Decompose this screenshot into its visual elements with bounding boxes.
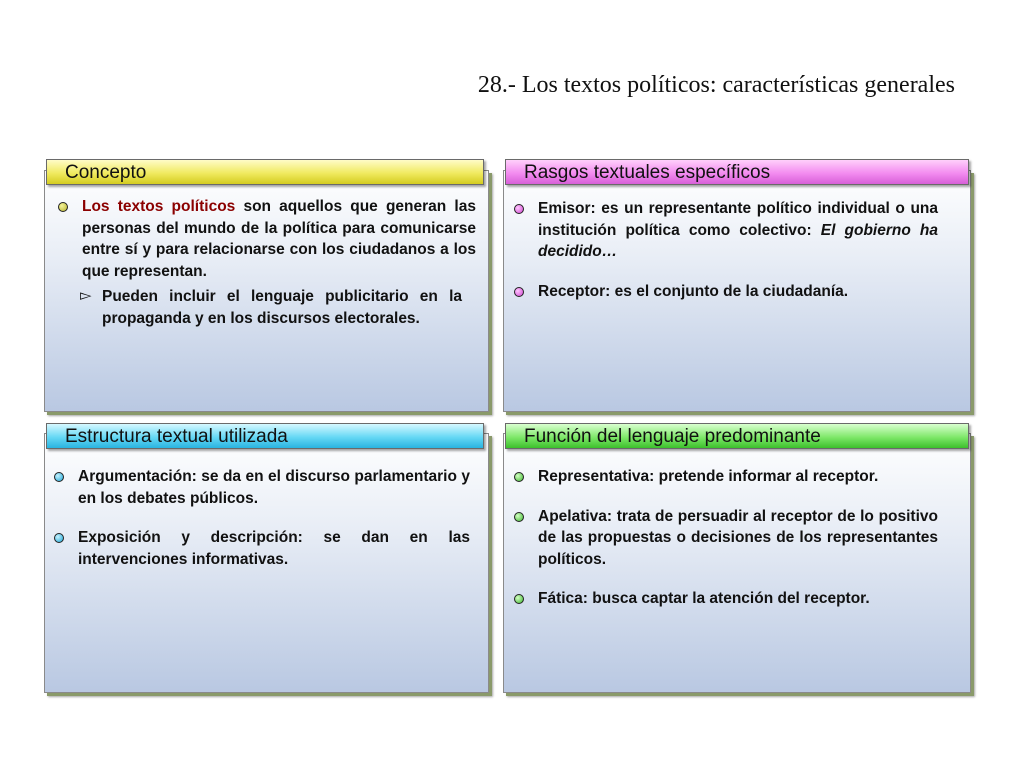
concepto-sub-item [56, 286, 462, 329]
rasgos-receptor [512, 281, 938, 303]
bullet-icon [54, 472, 64, 482]
bullet-icon [514, 204, 524, 214]
funcion-item-text: Apelativa: trata de persuadir al receptor de lo positivo de las propuestas o decisiones de los representantes políticos. [538, 507, 938, 568]
rasgos-header: Rasgos textuales específicos [505, 159, 969, 185]
rasgos-body [512, 198, 938, 320]
concepto-highlight: Los textos políticos [82, 198, 236, 215]
rasgos-emisor [512, 198, 938, 263]
bullet-icon [514, 287, 524, 297]
bullet-icon [514, 512, 524, 522]
bullet-icon [514, 472, 524, 482]
concepto-intro [56, 196, 476, 282]
bullet-icon [514, 594, 524, 604]
rasgos-receptor-text: Receptor: es el conjunto de la ciudadanía. [538, 282, 849, 300]
rasgos-emisor-text: Emisor: es un representante político individual o una institución política como colectivo: [538, 200, 938, 239]
concepto-body [56, 196, 476, 329]
funcion-item [512, 506, 938, 571]
bullet-icon [58, 202, 68, 212]
funcion-item [512, 588, 978, 610]
funcion-item-text: Fática: busca captar la atención del receptor. [538, 590, 870, 607]
concepto-sub-text: Pueden incluir el lenguaje publicitario en la propaganda y en los discursos electorales. [102, 288, 462, 327]
funcion-item [512, 466, 938, 488]
concepto-header: Concepto [46, 159, 484, 185]
estructura-item [52, 466, 470, 509]
rasgos-emisor-example: El gobierno ha decidido… [538, 221, 938, 260]
estructura-item-text: Argumentación: se da en el discurso parlamentario y en los debates públicos. [78, 468, 470, 507]
estructura-item-text: Exposición y descripción: se dan en las intervenciones informativas. [78, 529, 470, 568]
bullet-icon [54, 533, 64, 543]
funcion-item-text: Representativa: pretende informar al receptor. [538, 468, 879, 485]
estructura-item [52, 527, 470, 570]
arrow-right-icon: ▻ [80, 287, 92, 304]
funcion-body [512, 466, 938, 628]
funcion-header: Función del lenguaje predominante [505, 423, 969, 449]
estructura-body [52, 466, 470, 588]
estructura-header: Estructura textual utilizada [46, 423, 484, 449]
concepto-intro-text: son aquellos que generan las personas del mundo de la política para comunicarse entre sí y para relacionarse con los ciudadanos a los que representan. [82, 198, 476, 280]
slide-title: 28.- Los textos políticos: características generales [477, 72, 955, 98]
